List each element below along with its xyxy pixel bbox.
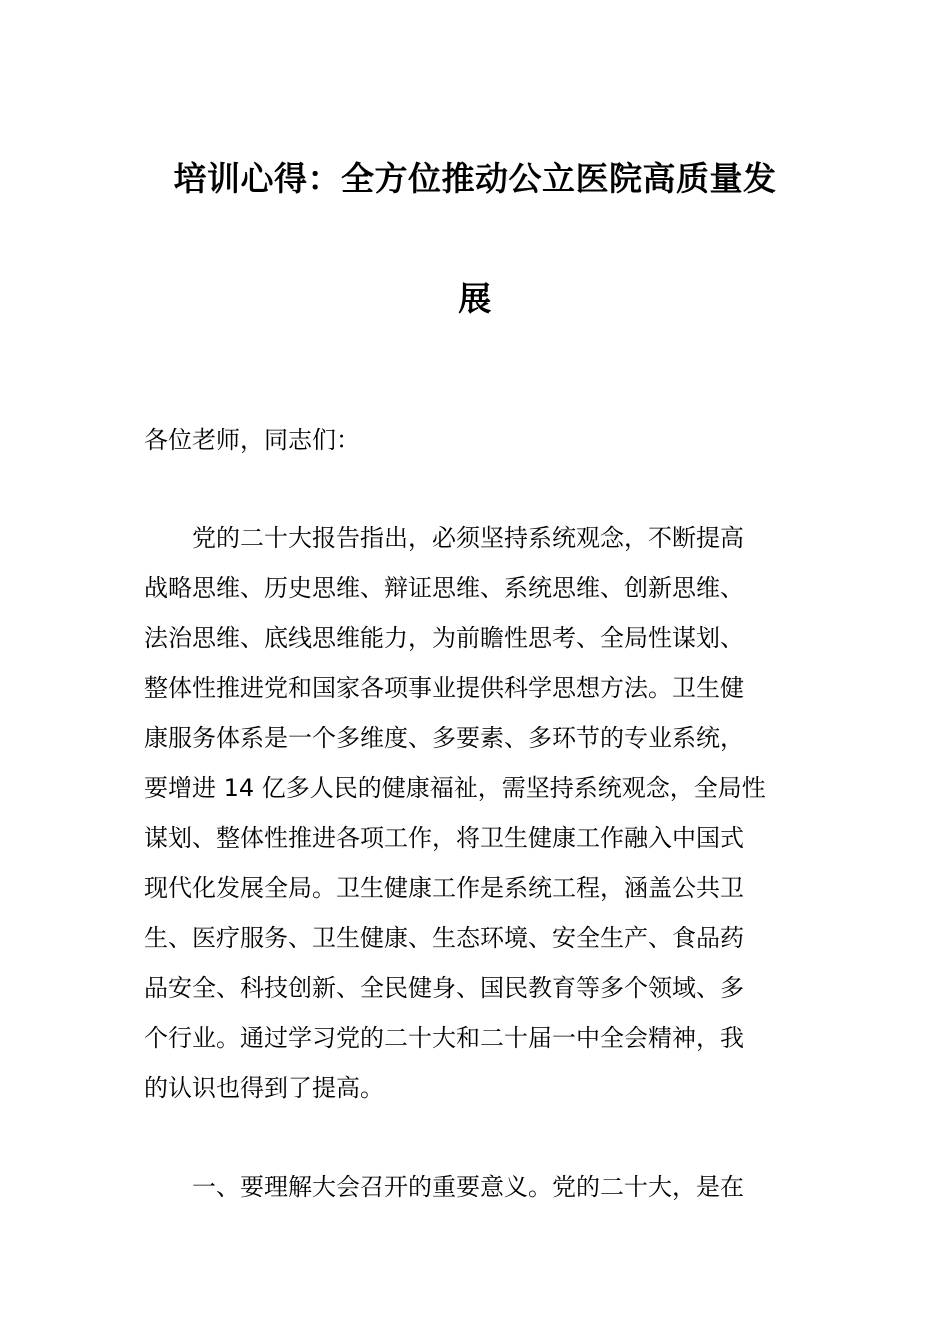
paragraph-line: 一、要理解大会召开的重要意义。党的二十大，是在 xyxy=(192,1173,744,1201)
document-title: 培训心得：全方位推动公立医院高质量发 xyxy=(173,159,777,198)
paragraph-line: 个行业。通过学习党的二十大和二十届一中全会精神，我 xyxy=(144,1024,744,1052)
paragraph-line: 品安全、科技创新、全民健身、国民教育等多个领域、多 xyxy=(144,974,744,1002)
paragraph-line: 现代化发展全局。卫生健康工作是系统工程，涵盖公共卫 xyxy=(144,874,744,902)
document-title-continuation: 展 xyxy=(458,279,492,318)
paragraph-line: 整体性推进党和国家各项事业提供科学思想方法。卫生健 xyxy=(144,674,744,702)
paragraph-line: 的认识也得到了提高。 xyxy=(144,1074,384,1102)
paragraph-line: 要增进 14 亿多人民的健康福祉，需坚持系统观念，全局性 xyxy=(144,774,766,802)
paragraph-line: 战略思维、历史思维、辩证思维、系统思维、创新思维、 xyxy=(144,574,744,602)
paragraph-line: 党的二十大报告指出，必须坚持系统观念，不断提高 xyxy=(192,524,744,552)
paragraph-line: 法治思维、底线思维能力，为前瞻性思考、全局性谋划、 xyxy=(144,624,744,652)
paragraph-intro xyxy=(144,513,814,1113)
salutation: 各位老师，同志们： xyxy=(144,426,360,454)
paragraph-line: 康服务体系是一个多维度、多要素、多环节的专业系统， xyxy=(144,724,744,752)
paragraph-line: 生、医疗服务、卫生健康、生态环境、安全生产、食品药 xyxy=(144,924,744,952)
paragraph-line: 谋划、整体性推进各项工作，将卫生健康工作融入中国式 xyxy=(144,824,744,852)
paragraph-section-one xyxy=(144,1162,814,1212)
